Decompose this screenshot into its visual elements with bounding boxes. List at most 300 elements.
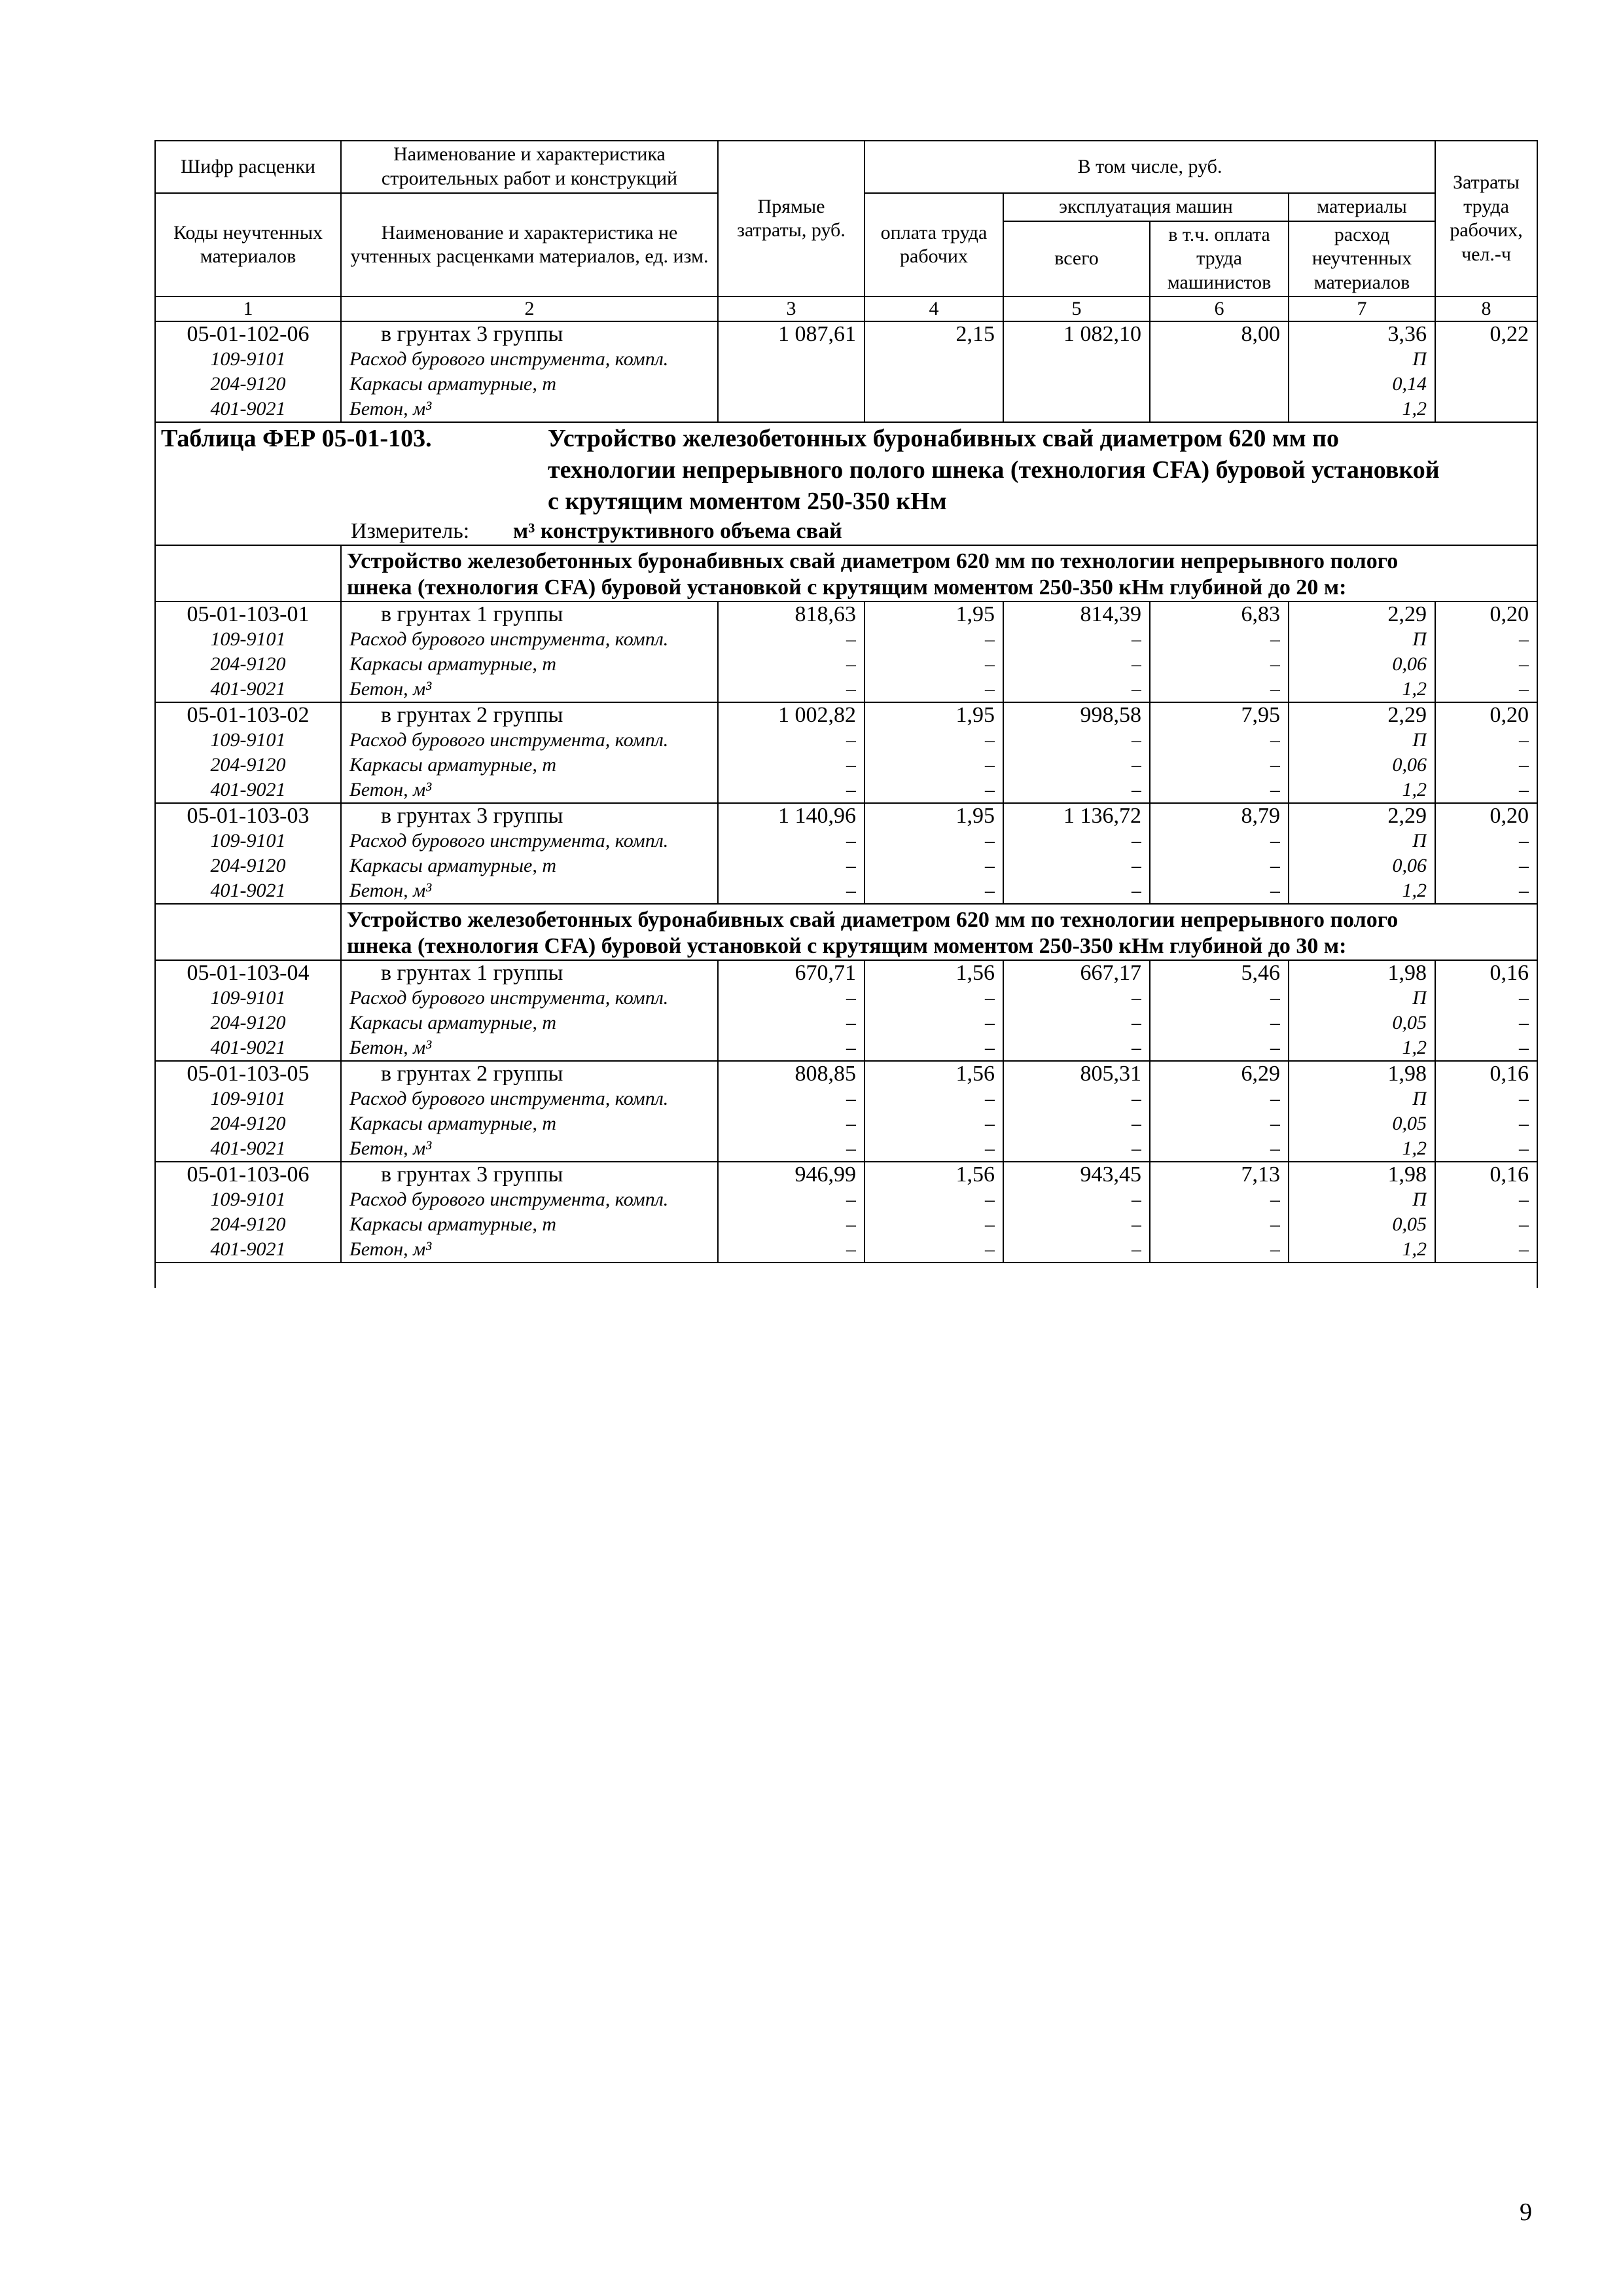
value-cell-v8: [1435, 960, 1537, 1061]
value-v3: 946,99: [794, 1162, 856, 1187]
dash: –: [846, 830, 856, 852]
dash: –: [1132, 628, 1141, 651]
header-c2-bottom: Наименование и характеристика не учтенных расценками материалов, ед. изм.: [341, 193, 718, 296]
section-heading: [341, 545, 1537, 601]
value-cell-v4: [865, 321, 1003, 422]
dash: –: [846, 754, 856, 776]
rate-code: 05-01-103-03: [187, 804, 310, 829]
value-cell-v6: [1150, 1162, 1289, 1263]
value-cell-v7: [1289, 702, 1435, 803]
dash: –: [1519, 1238, 1529, 1261]
dash: –: [985, 1113, 995, 1135]
header-c8: Затраты труда рабочих, чел.-ч: [1435, 141, 1537, 296]
value-v3: 1 140,96: [778, 804, 856, 829]
empty: [1444, 372, 1529, 397]
value-cell-v7: [1289, 803, 1435, 904]
dash: –: [846, 855, 856, 877]
column-number-8: 8: [1435, 296, 1537, 321]
empty: [1444, 397, 1529, 422]
value-v6: 8,79: [1241, 804, 1280, 829]
dash: –: [985, 754, 995, 776]
dash: –: [1132, 830, 1141, 852]
dash: –: [1270, 653, 1280, 675]
material-code: 401-9021: [210, 1138, 286, 1160]
section-heading-line: шнека (технология CFA) буровой установкой с крутящим моментом 250-350 кНм глубиной до 30 м:: [347, 934, 1347, 959]
material-name: Бетон, м³: [349, 1138, 432, 1160]
value-v7: 3,36: [1387, 322, 1427, 347]
value-cell-v6: [1150, 960, 1289, 1061]
empty: [873, 347, 995, 372]
material-name: Каркасы арматурные, т: [349, 1012, 557, 1034]
value-cell-v4: [865, 1061, 1003, 1162]
dash: –: [985, 779, 995, 801]
dash: –: [1270, 1213, 1280, 1236]
value-v5: 1 136,72: [1063, 804, 1141, 829]
table-title-line: с крутящим моментом 250-350 кНм: [548, 488, 947, 516]
dash: –: [846, 880, 856, 902]
dash: –: [1132, 1088, 1141, 1110]
column-number-6: 6: [1150, 296, 1289, 321]
rate-name-cell: [341, 803, 718, 904]
value-v4: 1,95: [955, 804, 995, 829]
dash: –: [1270, 754, 1280, 776]
material-rate: П: [1412, 830, 1427, 852]
dash: –: [1519, 1213, 1529, 1236]
rate-code: 05-01-103-04: [187, 961, 310, 986]
dash: –: [985, 987, 995, 1009]
value-cell-v5: [1003, 803, 1150, 904]
material-name: Расход бурового инструмента, компл.: [349, 830, 669, 852]
dash: –: [1270, 1238, 1280, 1261]
value-v7: 2,29: [1387, 703, 1427, 728]
value-v8: 0,20: [1489, 703, 1529, 728]
material-rate: 1,2: [1402, 398, 1427, 420]
rate-row: [155, 702, 1537, 803]
value-v7: 2,29: [1387, 804, 1427, 829]
value-v4: 1,95: [955, 602, 995, 627]
empty: [873, 397, 995, 422]
dash: –: [985, 1213, 995, 1236]
rate-row: [155, 803, 1537, 904]
value-cell-v7: [1289, 601, 1435, 702]
value-v8: 0,16: [1489, 961, 1529, 986]
dash: –: [846, 628, 856, 651]
material-rate: 0,05: [1392, 1012, 1427, 1034]
header-c2-top: Наименование и характеристика строительных работ и конструкций: [341, 141, 718, 193]
dash: –: [1132, 1238, 1141, 1261]
dash: –: [985, 1012, 995, 1034]
value-cell-v5: [1003, 601, 1150, 702]
dash: –: [1270, 1088, 1280, 1110]
column-number-7: 7: [1289, 296, 1435, 321]
section-heading: [341, 904, 1537, 960]
rate-code-cell: [155, 960, 341, 1061]
column-number-1: 1: [155, 296, 341, 321]
value-v3: 670,71: [794, 961, 856, 986]
section-heading-line: Устройство железобетонных буронабивных свай диаметром 620 мм по технологии непрерывного полого: [347, 549, 1399, 574]
dash: –: [1270, 729, 1280, 751]
dash: –: [985, 653, 995, 675]
header-group-incl: В том числе, руб.: [865, 141, 1435, 193]
material-name: Расход бурового инструмента, компл.: [349, 987, 669, 1009]
value-cell-v5: [1003, 1162, 1150, 1263]
rate-name: в грунтах 3 группы: [381, 322, 563, 347]
material-code: 401-9021: [210, 880, 286, 902]
dash: –: [846, 1088, 856, 1110]
section-heading-line: Устройство железобетонных буронабивных свай диаметром 620 мм по технологии непрерывного полого: [347, 908, 1399, 933]
section-spacer: [155, 545, 341, 601]
empty: [1158, 372, 1280, 397]
rate-code: 05-01-102-06: [187, 322, 310, 347]
value-cell-v4: [865, 960, 1003, 1061]
header-group-materials: материалы: [1289, 193, 1435, 221]
dash: –: [846, 729, 856, 751]
column-number-5: 5: [1003, 296, 1150, 321]
rate-name: в грунтах 2 группы: [381, 703, 563, 728]
material-name: Каркасы арматурные, т: [349, 855, 557, 877]
value-v5: 805,31: [1080, 1062, 1141, 1086]
material-name: Каркасы арматурные, т: [349, 754, 557, 776]
empty: [1012, 372, 1141, 397]
dash: –: [1132, 653, 1141, 675]
table-title-cell: [155, 422, 1537, 545]
dash: –: [1270, 830, 1280, 852]
value-v6: 7,13: [1241, 1162, 1280, 1187]
material-rate: П: [1412, 1189, 1427, 1211]
material-code: 109-9101: [210, 628, 286, 651]
value-v7: 1,98: [1387, 1062, 1427, 1086]
rate-name-cell: [341, 601, 718, 702]
dash: –: [846, 678, 856, 700]
material-code: 401-9021: [210, 678, 286, 700]
rate-code-cell: [155, 601, 341, 702]
rate-row: [155, 1061, 1537, 1162]
price-table-sheet: [154, 140, 1537, 1288]
dash: –: [846, 1037, 856, 1059]
price-table: [154, 140, 1538, 1288]
rate-code: 05-01-103-01: [187, 602, 310, 627]
empty: [726, 347, 856, 372]
value-v4: 1,56: [955, 961, 995, 986]
dash: –: [846, 1189, 856, 1211]
material-name: Расход бурового инструмента, компл.: [349, 348, 669, 370]
material-name: Бетон, м³: [349, 880, 432, 902]
dash: –: [1519, 678, 1529, 700]
dash: –: [1132, 855, 1141, 877]
continuation-cell: [155, 1263, 1537, 1288]
dash: –: [1519, 1189, 1529, 1211]
empty: [726, 372, 856, 397]
material-name: Расход бурового инструмента, компл.: [349, 729, 669, 751]
material-rate: 0,05: [1392, 1113, 1427, 1135]
material-rate: П: [1412, 1088, 1427, 1110]
value-cell-v8: [1435, 601, 1537, 702]
dash: –: [1519, 987, 1529, 1009]
dash: –: [1270, 1037, 1280, 1059]
dash: –: [846, 1113, 856, 1135]
rate-name-cell: [341, 1061, 718, 1162]
material-code: 109-9101: [210, 830, 286, 852]
rate-code-cell: [155, 803, 341, 904]
rate-row: [155, 1162, 1537, 1263]
material-code: 401-9021: [210, 779, 286, 801]
material-name: Каркасы арматурные, т: [349, 373, 557, 395]
material-code: 204-9120: [210, 373, 286, 395]
dash: –: [1519, 1113, 1529, 1135]
material-code: 204-9120: [210, 754, 286, 776]
column-number-2: 2: [341, 296, 718, 321]
value-v4: 2,15: [955, 322, 995, 347]
empty: [873, 372, 995, 397]
dash: –: [1519, 1088, 1529, 1110]
dash: –: [1270, 1113, 1280, 1135]
material-code: 109-9101: [210, 348, 286, 370]
empty: [1012, 347, 1141, 372]
value-cell-v8: [1435, 702, 1537, 803]
section-spacer: [155, 904, 341, 960]
value-v8: 0,16: [1489, 1162, 1529, 1187]
dash: –: [1270, 880, 1280, 902]
dash: –: [985, 729, 995, 751]
value-cell-v8: [1435, 803, 1537, 904]
value-cell-v6: [1150, 601, 1289, 702]
meter-value: м³ конструктивного объема свай: [513, 519, 842, 544]
dash: –: [985, 628, 995, 651]
value-cell-v7: [1289, 1061, 1435, 1162]
dash: –: [1519, 754, 1529, 776]
dash: –: [1270, 678, 1280, 700]
value-cell-v7: [1289, 960, 1435, 1061]
dash: –: [985, 1238, 995, 1261]
material-rate: 1,2: [1402, 1238, 1427, 1261]
rate-code-cell: [155, 702, 341, 803]
table-title-row: [155, 422, 1537, 545]
value-cell-v6: [1150, 702, 1289, 803]
dash: –: [846, 1138, 856, 1160]
dash: –: [846, 987, 856, 1009]
column-number-row: [155, 296, 1537, 321]
header-c4: оплата труда рабочих: [865, 193, 1003, 296]
rate-row: [155, 321, 1537, 422]
dash: –: [1132, 1189, 1141, 1211]
rate-code-cell: [155, 1061, 341, 1162]
rate-name-cell: [341, 321, 718, 422]
value-v5: 998,58: [1080, 703, 1141, 728]
column-number-4: 4: [865, 296, 1003, 321]
material-rate: 1,2: [1402, 880, 1427, 902]
material-name: Бетон, м³: [349, 678, 432, 700]
value-cell-v3: [718, 321, 865, 422]
dash: –: [1519, 628, 1529, 651]
material-code: 204-9120: [210, 1113, 286, 1135]
column-number-3: 3: [718, 296, 865, 321]
value-cell-v6: [1150, 321, 1289, 422]
header-group-machines: эксплуатация машин: [1003, 193, 1289, 221]
value-cell-v8: [1435, 321, 1537, 422]
rate-name: в грунтах 1 группы: [381, 602, 563, 627]
material-rate: 0,06: [1392, 754, 1427, 776]
empty: [1012, 397, 1141, 422]
rate-code-cell: [155, 1162, 341, 1263]
dash: –: [1132, 678, 1141, 700]
dash: –: [1132, 1213, 1141, 1236]
material-name: Расход бурового инструмента, компл.: [349, 1189, 669, 1211]
material-name: Бетон, м³: [349, 398, 432, 420]
meter-label: Измеритель:: [351, 519, 470, 544]
value-v3: 808,85: [794, 1062, 856, 1086]
header-c7: расход неучтенных материалов: [1289, 221, 1435, 297]
rate-code: 05-01-103-05: [187, 1062, 310, 1086]
rate-code: 05-01-103-02: [187, 703, 310, 728]
dash: –: [1270, 628, 1280, 651]
dash: –: [846, 1012, 856, 1034]
material-rate: 1,2: [1402, 678, 1427, 700]
value-cell-v4: [865, 702, 1003, 803]
page-number: 9: [1520, 2198, 1532, 2226]
rate-name: в грунтах 3 группы: [381, 1162, 563, 1187]
rate-name: в грунтах 1 группы: [381, 961, 563, 986]
dash: –: [1519, 653, 1529, 675]
value-v5: 667,17: [1080, 961, 1141, 986]
value-v8: 0,20: [1489, 602, 1529, 627]
value-v6: 6,29: [1241, 1062, 1280, 1086]
value-cell-v3: [718, 1162, 865, 1263]
dash: –: [985, 880, 995, 902]
rate-code: 05-01-103-06: [187, 1162, 310, 1187]
material-code: 109-9101: [210, 1189, 286, 1211]
dash: –: [1519, 830, 1529, 852]
value-cell-v4: [865, 601, 1003, 702]
value-cell-v3: [718, 960, 865, 1061]
value-v5: 814,39: [1080, 602, 1141, 627]
value-cell-v3: [718, 601, 865, 702]
value-cell-v6: [1150, 1061, 1289, 1162]
value-cell-v5: [1003, 960, 1150, 1061]
rate-name: в грунтах 3 группы: [381, 804, 563, 829]
material-rate: 0,14: [1392, 373, 1427, 395]
material-rate: П: [1412, 987, 1427, 1009]
section-heading-row: [155, 904, 1537, 960]
value-cell-v7: [1289, 321, 1435, 422]
dash: –: [1132, 1012, 1141, 1034]
table-title-lead: Таблица ФЕР 05-01-103.: [161, 425, 432, 453]
dash: –: [1519, 855, 1529, 877]
value-v6: 8,00: [1241, 322, 1280, 347]
dash: –: [1270, 1189, 1280, 1211]
material-name: Каркасы арматурные, т: [349, 1113, 557, 1135]
value-cell-v8: [1435, 1162, 1537, 1263]
empty: [726, 397, 856, 422]
material-name: Каркасы арматурные, т: [349, 1213, 557, 1236]
dash: –: [1132, 754, 1141, 776]
dash: –: [1132, 987, 1141, 1009]
value-cell-v4: [865, 803, 1003, 904]
value-v4: 1,95: [955, 703, 995, 728]
rate-row: [155, 960, 1537, 1061]
material-code: 109-9101: [210, 1088, 286, 1110]
dash: –: [985, 1037, 995, 1059]
material-name: Бетон, м³: [349, 779, 432, 801]
empty: [1158, 347, 1280, 372]
header-c3: Прямые затраты, руб.: [718, 141, 865, 296]
material-code: 204-9120: [210, 855, 286, 877]
rate-name: в грунтах 2 группы: [381, 1062, 563, 1086]
continuation-row: [155, 1263, 1537, 1288]
rate-name-cell: [341, 702, 718, 803]
material-code: 204-9120: [210, 653, 286, 675]
dash: –: [1132, 1113, 1141, 1135]
dash: –: [1132, 729, 1141, 751]
dash: –: [1519, 729, 1529, 751]
section-heading-row: [155, 545, 1537, 601]
material-code: 204-9120: [210, 1012, 286, 1034]
material-name: Расход бурового инструмента, компл.: [349, 1088, 669, 1110]
value-cell-v5: [1003, 321, 1150, 422]
dash: –: [985, 1088, 995, 1110]
empty: [1444, 347, 1529, 372]
material-rate: П: [1412, 348, 1427, 370]
value-cell-v3: [718, 702, 865, 803]
dash: –: [1519, 1012, 1529, 1034]
dash: –: [985, 830, 995, 852]
table-title-line: технологии непрерывного полого шнека (технология CFA) буровой установкой: [548, 456, 1440, 484]
dash: –: [1519, 1037, 1529, 1059]
value-v4: 1,56: [955, 1062, 995, 1086]
dash: –: [1519, 880, 1529, 902]
dash: –: [1270, 779, 1280, 801]
value-v8: 0,20: [1489, 804, 1529, 829]
value-v8: 0,22: [1489, 322, 1529, 347]
value-v3: 1 087,61: [778, 322, 856, 347]
dash: –: [1132, 1138, 1141, 1160]
material-rate: П: [1412, 628, 1427, 651]
dash: –: [985, 678, 995, 700]
value-cell-v3: [718, 803, 865, 904]
value-v6: 5,46: [1241, 961, 1280, 986]
empty: [1158, 397, 1280, 422]
header-c1-bottom: Коды неучтенных материалов: [155, 193, 341, 296]
rate-name-cell: [341, 1162, 718, 1263]
dash: –: [1132, 779, 1141, 801]
material-rate: 0,05: [1392, 1213, 1427, 1236]
value-cell-v4: [865, 1162, 1003, 1263]
value-v8: 0,16: [1489, 1062, 1529, 1086]
dash: –: [1270, 1012, 1280, 1034]
dash: –: [1270, 1138, 1280, 1160]
value-v6: 6,83: [1241, 602, 1280, 627]
dash: –: [846, 1238, 856, 1261]
header-c6: в т.ч. оплата труда машинистов: [1150, 221, 1289, 297]
value-v4: 1,56: [955, 1162, 995, 1187]
material-code: 109-9101: [210, 729, 286, 751]
dash: –: [1519, 779, 1529, 801]
dash: –: [1132, 1037, 1141, 1059]
dash: –: [985, 1189, 995, 1211]
material-name: Расход бурового инструмента, компл.: [349, 628, 669, 651]
value-v5: 943,45: [1080, 1162, 1141, 1187]
dash: –: [1270, 855, 1280, 877]
value-v7: 1,98: [1387, 1162, 1427, 1187]
dash: –: [985, 1138, 995, 1160]
material-rate: 0,06: [1392, 653, 1427, 675]
dash: –: [1270, 987, 1280, 1009]
value-cell-v3: [718, 1061, 865, 1162]
value-v7: 1,98: [1387, 961, 1427, 986]
value-v5: 1 082,10: [1063, 322, 1141, 347]
dash: –: [1132, 880, 1141, 902]
material-rate: 0,06: [1392, 855, 1427, 877]
material-code: 204-9120: [210, 1213, 286, 1236]
